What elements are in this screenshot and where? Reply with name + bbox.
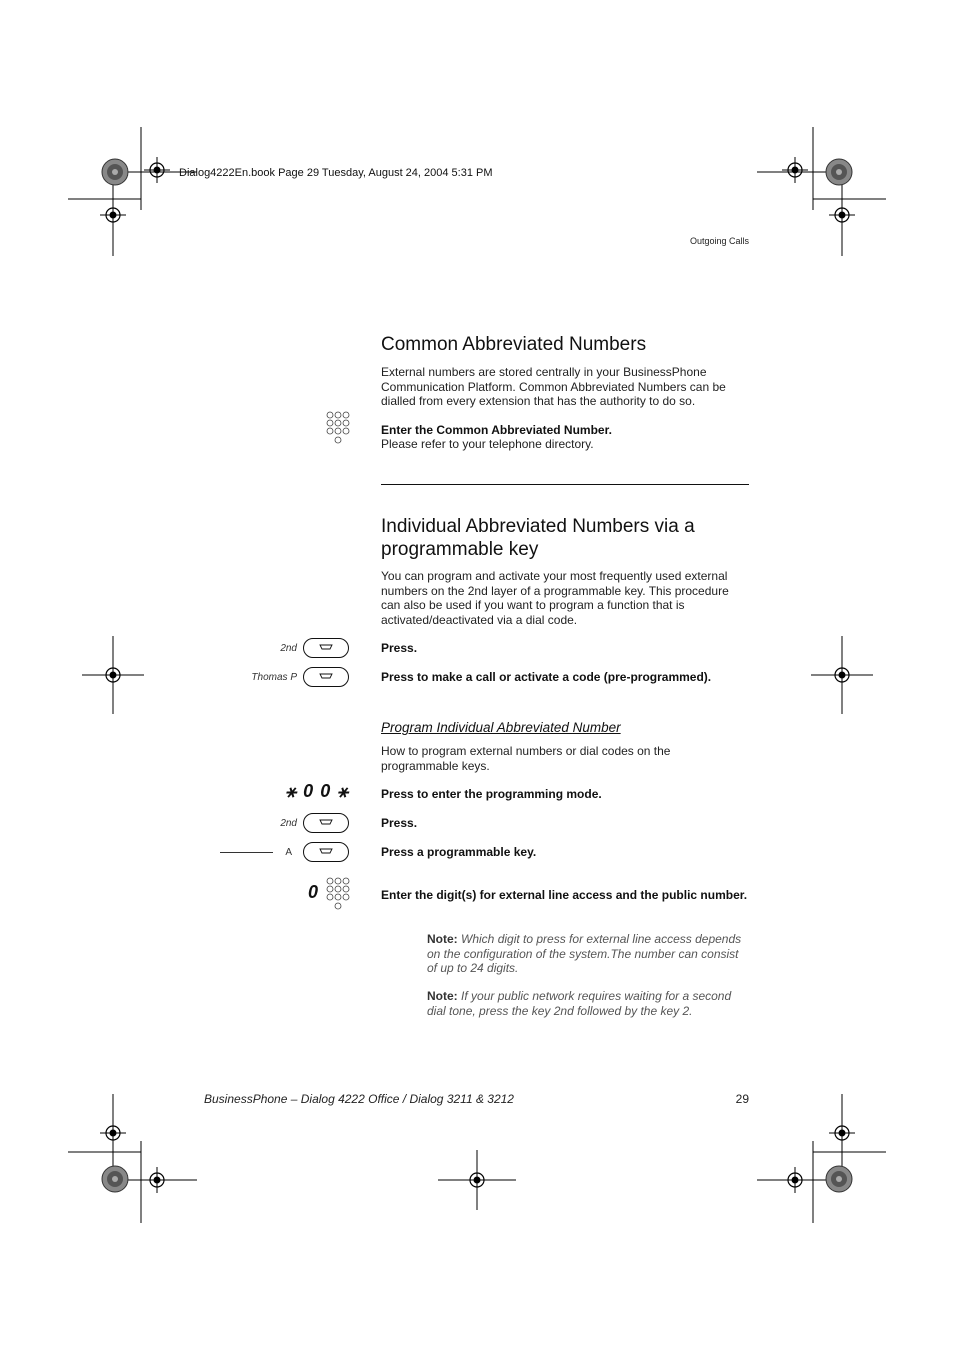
note-dial-tone [427, 989, 751, 1018]
section-divider [381, 484, 749, 485]
step-programming-mode: Press to enter the programming mode. [381, 787, 602, 801]
step-press-call: Press to make a call or activate a code (pre-programmed). [381, 670, 712, 684]
page-number: 29 [735, 1092, 749, 1106]
key-label-thomas: Thomas P [251, 672, 297, 683]
step-press-2nd: Press. [381, 641, 418, 655]
programmable-key-icon [303, 667, 349, 687]
programmable-key-icon [303, 813, 349, 833]
programmable-key-icon [303, 842, 349, 862]
key-label-a: A [285, 847, 292, 858]
key-label-2nd: 2nd [280, 818, 297, 829]
program-intro: How to program external numbers or dial codes on the programmable keys. [381, 744, 671, 773]
step-enter-digits: Enter the digit(s) for external line access and the public number. [381, 888, 748, 902]
programmable-key-icon [303, 638, 349, 658]
section-intro-individual: You can program and activate your most frequently used external numbers on the 2nd layer of a programmable key. This procedure can also be used if you want to program a function that is activated/deactivated via a dial code. [381, 569, 729, 627]
footer-title: BusinessPhone – Dialog 4222 Office / Dialog 3211 & 3212 [204, 1092, 514, 1106]
step-press-2nd-program: Press. [381, 816, 418, 830]
note-label: Note: [427, 932, 458, 946]
step-note-common: Please refer to your telephone directory. [381, 437, 594, 451]
keypad-icon [325, 411, 351, 447]
note-text: Which digit to press for external line access depends on the configuration of the system.The number can consist of up to 24 digits. [427, 932, 742, 976]
note-text: If your public network requires waiting for a second dial tone, press the key 2nd followed by the key 2. [427, 989, 732, 1018]
keypad-icon [325, 877, 351, 913]
section-heading-common: Common Abbreviated Numbers [381, 334, 647, 355]
section-heading-individual: Individual Abbreviated Numbers via a programmable key [381, 516, 695, 560]
key-label-2nd: 2nd [280, 643, 297, 654]
programming-code: ⚹ 0 0 ⚹ [285, 781, 349, 801]
note-line-access [427, 932, 751, 976]
note-label: Note: [427, 989, 458, 1003]
subheading-program: Program Individual Abbreviated Number [381, 720, 621, 735]
step-press-programmable: Press a programmable key. [381, 845, 537, 859]
step-enter-common: Enter the Common Abbreviated Number. [381, 423, 612, 437]
section-intro-common: External numbers are stored centrally in your BusinessPhone Communication Platform. Common Abbreviated Numbers can be dialled from every extension that has the authority to do so. [381, 365, 726, 409]
slug-line: Dialog4222En.book Page 29 Tuesday, August 24, 2004 5:31 PM [179, 167, 493, 179]
digit-zero-symbol: 0 [308, 882, 319, 902]
running-header: Outgoing Calls [689, 236, 749, 246]
